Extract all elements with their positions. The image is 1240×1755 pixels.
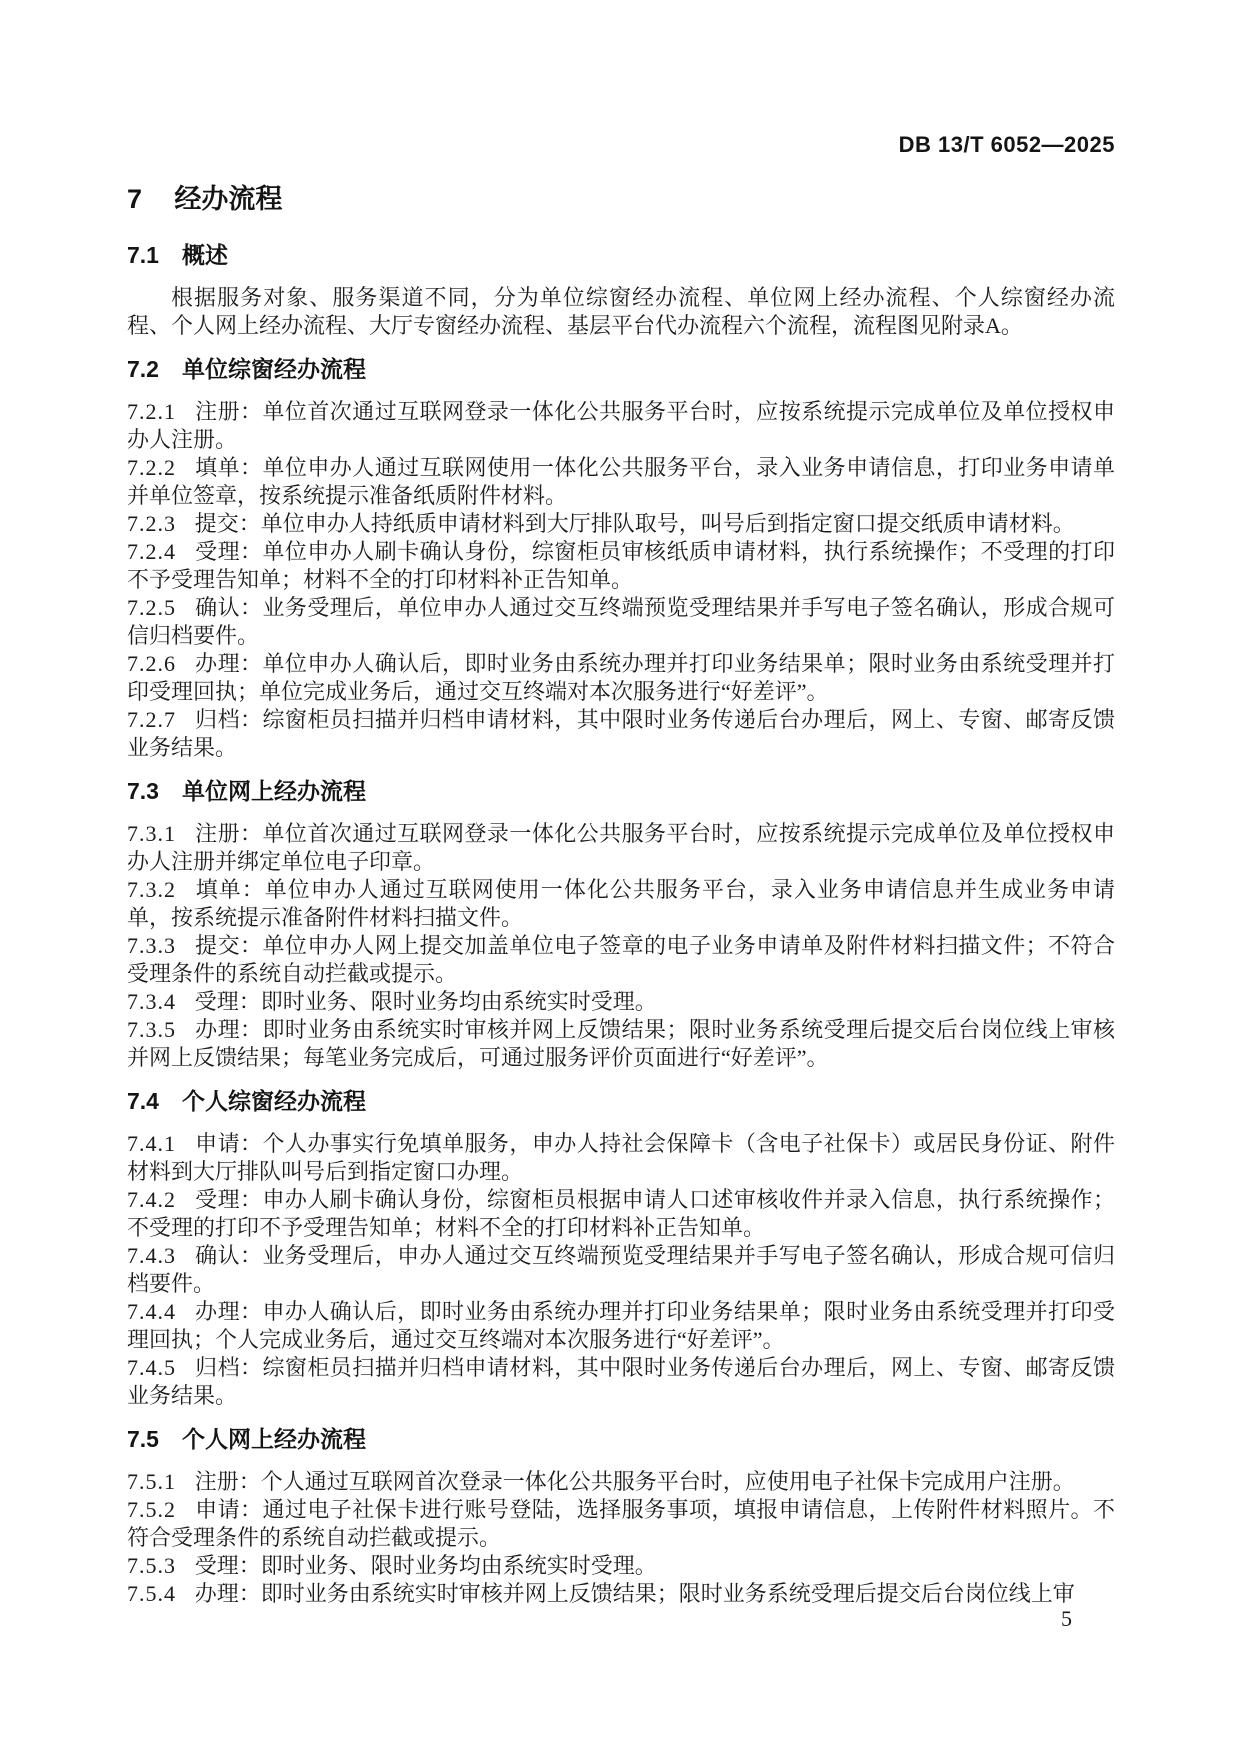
clause-text: 受理：即时业务、限时业务均由系统实时受理。	[194, 989, 657, 1014]
clause-text: 注册：单位首次通过互联网登录一体化公共服务平台时，应按系统提示完成单位及单位授权申办人注册。	[127, 399, 1115, 452]
clause-7-2-7	[127, 706, 1115, 762]
clause-7-2-1	[127, 398, 1115, 454]
clause-7-3-4	[127, 988, 1115, 1016]
intro-paragraph: 根据服务对象、服务渠道不同，分为单位综窗经办流程、单位网上经办流程、个人综窗经办流程、个人网上经办流程、大厅专窗经办流程、基层平台代办流程六个流程，流程图见附录A。	[127, 285, 1115, 338]
clause-number: 7.3.4	[127, 989, 176, 1014]
section-heading	[127, 778, 1115, 804]
clause-text: 注册：个人通过互联网首次登录一体化公共服务平台时，应使用电子社保卡完成用户注册。	[194, 1469, 1075, 1494]
section-title: 个人网上经办流程	[181, 1426, 366, 1452]
clause-7-5-3	[127, 1552, 1115, 1580]
clause-text: 归档：综窗柜员扫描并归档申请材料，其中限时业务传递后台办理后，网上、专窗、邮寄反馈业务结果。	[127, 707, 1115, 760]
section-title: 单位综窗经办流程	[181, 356, 366, 382]
clause-text: 申请：个人办事实行免填单服务，申办人持社会保障卡（含电子社保卡）或居民身份证、附件材料到大厅排队叫号后到指定窗口办理。	[127, 1131, 1115, 1184]
clause-7-4-5	[127, 1354, 1115, 1410]
clause-number: 7.2.7	[127, 707, 176, 732]
clause-7-3-1	[127, 820, 1115, 876]
clause-text: 归档：综窗柜员扫描并归档申请材料，其中限时业务传递后台办理后，网上、专窗、邮寄反馈业务结果。	[127, 1355, 1115, 1408]
clause-7-5-1	[127, 1468, 1115, 1496]
section-number: 7.3	[127, 778, 159, 804]
clause-text: 受理：申办人刷卡确认身份，综窗柜员根据申请人口述审核收件并录入信息，执行系统操作；不受理的打印不予受理告知单；材料不全的打印材料补正告知单。	[127, 1187, 1115, 1240]
clause-number: 7.2.2	[127, 455, 176, 480]
clause-number: 7.4.1	[127, 1131, 176, 1156]
section-title: 概述	[181, 242, 228, 268]
clause-7-2-4	[127, 538, 1115, 594]
clause-number: 7.4.4	[127, 1299, 176, 1324]
section-7-1	[127, 242, 1115, 340]
clause-text: 注册：单位首次通过互联网登录一体化公共服务平台时，应按系统提示完成单位及单位授权申办人注册并绑定单位电子印章。	[127, 821, 1115, 874]
section-7-4	[127, 1088, 1115, 1410]
clause-text: 受理：单位申办人刷卡确认身份，综窗柜员审核纸质申请材料，执行系统操作；不受理的打印不予受理告知单；材料不全的打印材料补正告知单。	[127, 539, 1115, 592]
clause-text: 办理：申办人确认后，即时业务由系统办理并打印业务结果单；限时业务由系统受理并打印受理回执；个人完成业务后，通过交互终端对本次服务进行“好差评”。	[127, 1299, 1115, 1352]
clause-text: 填单：单位申办人通过互联网使用一体化公共服务平台，录入业务申请信息，打印业务申请单并单位签章，按系统提示准备纸质附件材料。	[127, 455, 1115, 508]
clause-text: 确认：业务受理后，申办人通过交互终端预览受理结果并手写电子签名确认，形成合规可信归档要件。	[127, 1243, 1115, 1296]
clause-7-3-3	[127, 932, 1115, 988]
clause-7-2-3	[127, 510, 1115, 538]
clause-text: 办理：即时业务由系统实时审核并网上反馈结果；限时业务系统受理后提交后台岗位线上审	[194, 1581, 1075, 1606]
section-number: 7.5	[127, 1426, 159, 1452]
clause-number: 7.4.2	[127, 1187, 176, 1212]
section-7-3	[127, 778, 1115, 1072]
section-heading	[127, 242, 1115, 268]
clause-7-3-5	[127, 1016, 1115, 1072]
section-title: 个人综窗经办流程	[181, 1088, 366, 1114]
clause-number: 7.2.3	[127, 511, 176, 536]
clause-text: 确认：业务受理后，单位申办人通过交互终端预览受理结果并手写电子签名确认，形成合规可信归档要件。	[127, 595, 1115, 648]
clause-7-4-2	[127, 1186, 1115, 1242]
clause-text: 填单：单位申办人通过互联网使用一体化公共服务平台，录入业务申请信息并生成业务申请单，按系统提示准备附件材料扫描文件。	[127, 877, 1115, 930]
clause-number: 7.2.1	[127, 399, 176, 424]
section-heading	[127, 356, 1115, 382]
doc-number	[127, 132, 1115, 158]
section-number: 7.1	[127, 242, 159, 268]
clause-number: 7.5.1	[127, 1469, 176, 1494]
clause-7-4-1	[127, 1130, 1115, 1186]
clause-text: 申请：通过电子社保卡进行账号登陆，选择服务事项，填报申请信息，上传附件材料照片。不符合受理条件的系统自动拦截或提示。	[127, 1497, 1115, 1550]
clause-number: 7.3.3	[127, 933, 176, 958]
clause-text: 受理：即时业务、限时业务均由系统实时受理。	[194, 1553, 657, 1578]
clause-7-2-6	[127, 650, 1115, 706]
section-number: 7.2	[127, 356, 159, 382]
section-title: 单位网上经办流程	[181, 778, 366, 804]
clause-7-5-2	[127, 1496, 1115, 1552]
page-number: 5	[1061, 1606, 1072, 1631]
clause-7-5-4	[127, 1580, 1115, 1608]
clause-number: 7.5.3	[127, 1553, 176, 1578]
clause-text: 办理：即时业务由系统实时审核并网上反馈结果；限时业务系统受理后提交后台岗位线上审核并网上反馈结果；每笔业务完成后，可通过服务评价页面进行“好差评”。	[127, 1017, 1115, 1070]
chapter-title: 经办流程	[174, 184, 283, 214]
clause-number: 7.2.5	[127, 595, 176, 620]
chapter-heading	[127, 184, 1115, 214]
clause-text: 提交：单位申办人网上提交加盖单位电子签章的电子业务申请单及附件材料扫描文件；不符合受理条件的系统自动拦截或提示。	[127, 933, 1115, 986]
section-7-5	[127, 1426, 1115, 1608]
doc-number-text: DB 13/T 6052—2025	[898, 132, 1115, 157]
clause-number: 7.3.5	[127, 1017, 176, 1042]
clause-text: 提交：单位申办人持纸质申请材料到大厅排队取号，叫号后到指定窗口提交纸质申请材料。	[194, 511, 1075, 536]
clause-number: 7.5.2	[127, 1497, 176, 1522]
clause-number: 7.2.4	[127, 539, 176, 564]
clause-number: 7.3.2	[127, 877, 176, 902]
clause-7-4-4	[127, 1298, 1115, 1354]
clause-7-2-2	[127, 454, 1115, 510]
clause-7-3-2	[127, 876, 1115, 932]
clause-number: 7.4.5	[127, 1355, 176, 1380]
clause-number: 7.3.1	[127, 821, 176, 846]
chapter-number: 7	[127, 184, 143, 214]
clause-text: 办理：单位申办人确认后，即时业务由系统办理并打印业务结果单；限时业务由系统受理并打印受理回执；单位完成业务后，通过交互终端对本次服务进行“好差评”。	[127, 651, 1115, 704]
section-heading	[127, 1426, 1115, 1452]
clause-number: 7.2.6	[127, 651, 176, 676]
clause-7-2-5	[127, 594, 1115, 650]
clause-number: 7.5.4	[127, 1581, 176, 1606]
section-heading	[127, 1088, 1115, 1114]
section-number: 7.4	[127, 1088, 159, 1114]
clause-7-4-3	[127, 1242, 1115, 1298]
clause-number: 7.4.3	[127, 1243, 176, 1268]
section-7-2	[127, 356, 1115, 762]
